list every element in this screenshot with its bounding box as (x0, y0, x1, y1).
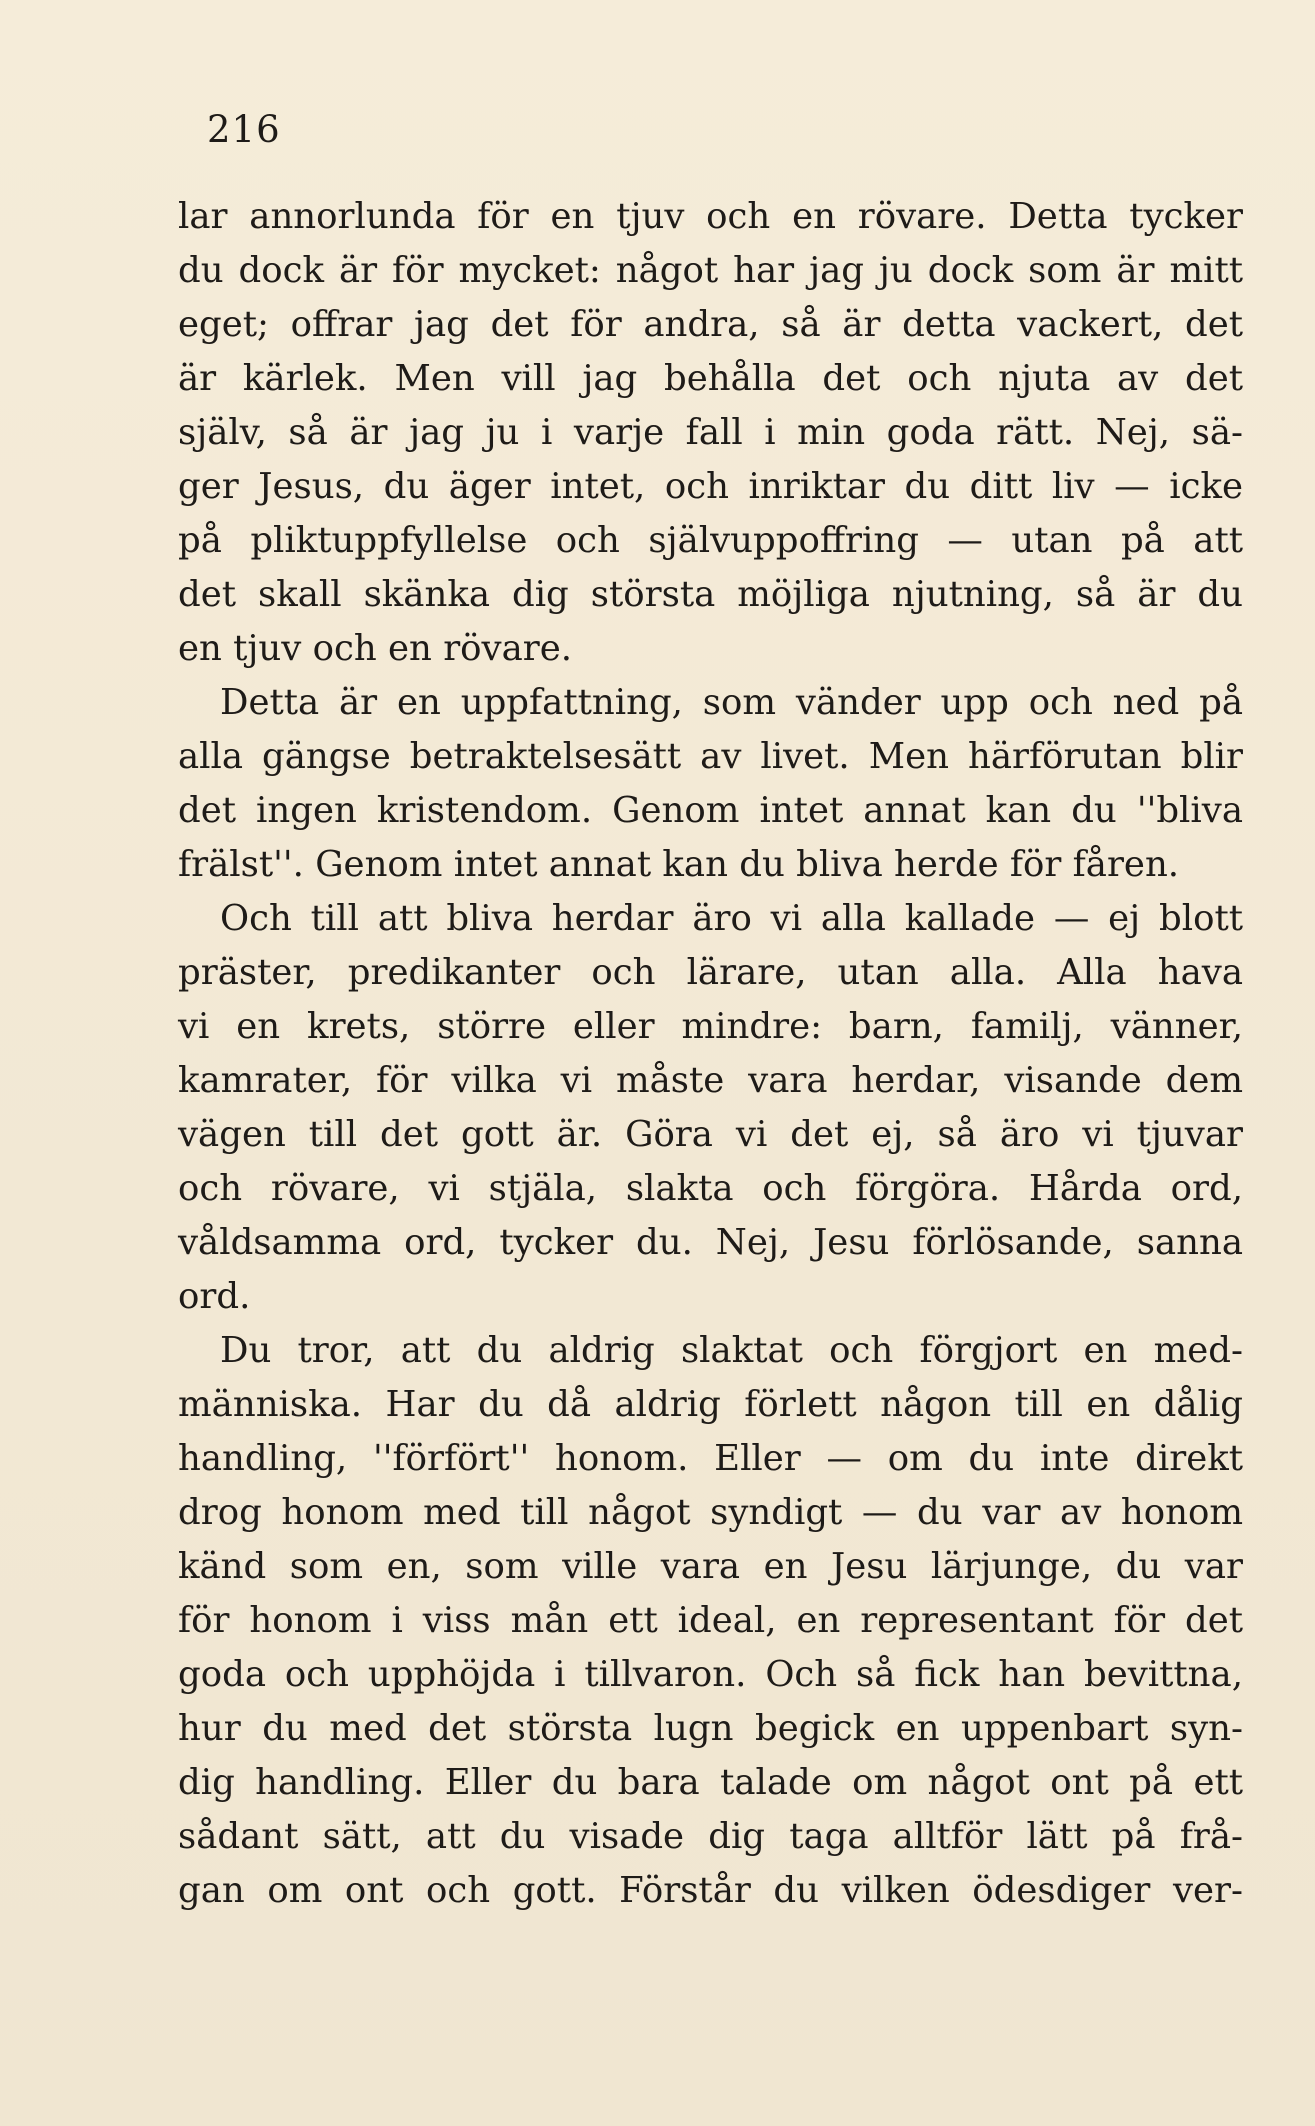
text-line: på pliktuppfyllelse och självuppoffring — utan på att (178, 520, 1243, 561)
text-line: är kärlek. Men vill jag behålla det och njuta av det (178, 358, 1243, 399)
text-line: du dock är för mycket: något har jag ju dock som är mitt (178, 250, 1243, 291)
text-line: präster, predikanter och lärare, utan alla. Alla hava (178, 952, 1243, 993)
text-line: det skall skänka dig största möjliga njutning, så är du (178, 574, 1243, 615)
text-line: hur du med det största lugn begick en uppenbart syn- (178, 1708, 1243, 1749)
text-line: för honom i viss mån ett ideal, en representant för det (178, 1600, 1243, 1641)
text-line: vi en krets, större eller mindre: barn, familj, vänner, (178, 1006, 1243, 1047)
text-line: eget; offrar jag det för andra, så är detta vackert, det (178, 304, 1243, 345)
text-line: en tjuv och en rövare. (178, 628, 573, 669)
text-line: ord. (178, 1276, 251, 1317)
text-line: sådant sätt, att du visade dig taga alltför lätt på frå- (178, 1816, 1243, 1857)
text-line: goda och upphöjda i tillvaron. Och så fick han bevittna, (178, 1654, 1243, 1695)
text-line: själv, så är jag ju i varje fall i min goda rätt. Nej, sä- (178, 412, 1243, 453)
text-line: lar annorlunda för en tjuv och en rövare. Detta tycker (178, 196, 1243, 237)
text-line: kamrater, för vilka vi måste vara herdar, visande dem (178, 1060, 1243, 1101)
text-line: gan om ont och gott. Förstår du vilken ödesdiger ver- (178, 1870, 1243, 1911)
text-line: Detta är en uppfattning, som vänder upp och ned på (220, 682, 1243, 723)
text-line: våldsamma ord, tycker du. Nej, Jesu förlösande, sanna (178, 1222, 1243, 1263)
text-line: alla gängse betraktelsesätt av livet. Men härförutan blir (178, 736, 1243, 777)
text-line: Du tror, att du aldrig slaktat och förgjort en med- (220, 1330, 1243, 1371)
text-line: och rövare, vi stjäla, slakta och förgöra. Hårda ord, (178, 1168, 1243, 1209)
text-line: drog honom med till något syndigt — du var av honom (178, 1492, 1243, 1533)
text-line: känd som en, som ville vara en Jesu lärjunge, du var (178, 1546, 1243, 1587)
page-number: 216 (207, 108, 281, 151)
text-line: vägen till det gott är. Göra vi det ej, så äro vi tjuvar (178, 1114, 1243, 1155)
text-line: det ingen kristendom. Genom intet annat kan du ''bliva (178, 790, 1243, 831)
text-line: människa. Har du då aldrig förlett någon till en dålig (178, 1384, 1243, 1425)
text-line: handling, ''förfört'' honom. Eller — om du inte direkt (178, 1438, 1243, 1479)
text-line: frälst''. Genom intet annat kan du bliva herde för fåren. (178, 844, 1180, 885)
text-line: dig handling. Eller du bara talade om något ont på ett (178, 1762, 1243, 1803)
body-text (178, 190, 1243, 1918)
text-line: ger Jesus, du äger intet, och inriktar du ditt liv — icke (178, 466, 1243, 507)
text-line: Och till att bliva herdar äro vi alla kallade — ej blott (220, 898, 1243, 939)
